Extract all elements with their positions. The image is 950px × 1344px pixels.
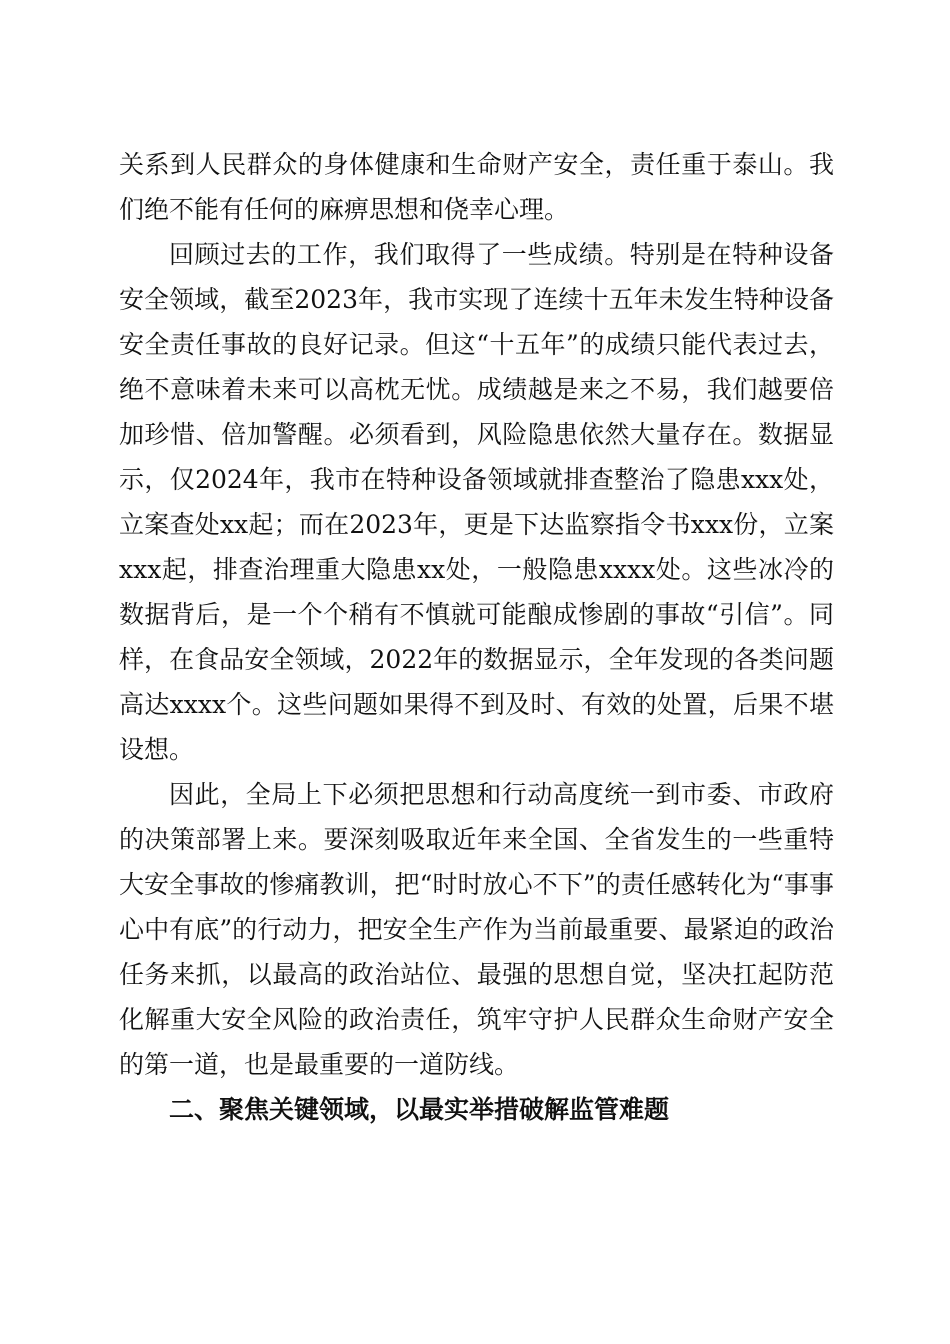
paragraph-responsibility: 因此，全局上下必须把思想和行动高度统一到市委、市政府的决策部署上来。要深刻吸取近年来全国、全省发生的一些重特大安全事故的惨痛教训，把“时时放心不下”的责任感转化为“事事心中有底”的行动力，把安全生产作为当前最重要、最紧迫的政治任务来抓，以最高的政治站位、最强的思想自觉，坚决扛起防范化解重大安全风险的政治责任，筑牢守护人民群众生命财产安全的第一道，也是最重要的一道防线。 <box>119 780 834 1079</box>
section-heading: 二、聚焦关键领域，以最实举措破解监管难题 <box>169 1095 670 1124</box>
paragraph-continued: 关系到人民群众的身体健康和生命财产安全，责任重于泰山。我们绝不能有任何的麻痹思想和侥幸心理。 <box>119 150 834 224</box>
document-body <box>119 142 834 1132</box>
paragraph-achievements: 回顾过去的工作，我们取得了一些成绩。特别是在特种设备安全领域，截至2023年，我市实现了连续十五年未发生特种设备安全责任事故的良好记录。但这“十五年”的成绩只能代表过去，绝不意味着未来可以高枕无忧。成绩越是来之不易，我们越要倍加珍惜、倍加警醒。必须看到，风险隐患依然大量存在。数据显示，仅2024年，我市在特种设备领域就排查整治了隐患xxx处，立案查处xx起；而在2023年，更是下达监察指令书xxx份，立案xxx起，排查治理重大隐患xx处，一般隐患xxxx处。这些冰冷的数据背后，是一个个稍有不慎就可能酿成惨剧的事故“引信”。同样，在食品安全领域，2022年的数据显示，全年发现的各类问题高达xxxx个。这些问题如果得不到及时、有效的处置，后果不堪设想。 <box>119 240 834 764</box>
